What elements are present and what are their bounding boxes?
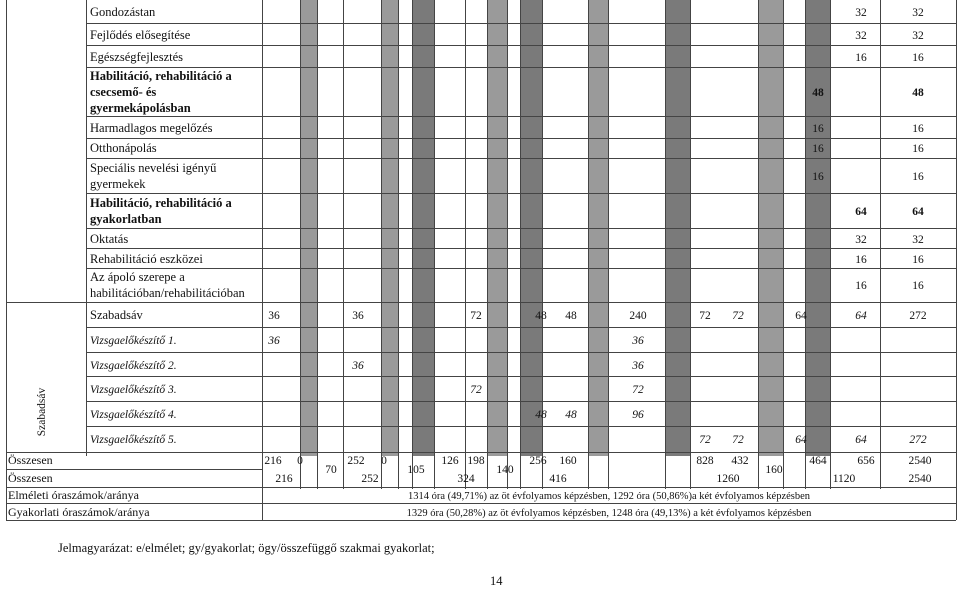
osszesen-value: 2540: [908, 473, 932, 485]
row-label: Oktatás: [90, 232, 129, 246]
vizsga-label: Vizsgaelőkészítő 4.: [90, 409, 177, 421]
szabadsav-value: 36: [352, 310, 364, 322]
row-value: 16: [855, 254, 867, 266]
osszesen-value: 416: [549, 473, 567, 485]
vizsga-value: 72: [699, 434, 711, 446]
row-label: Gondozástan: [90, 5, 156, 19]
vizsga-value: 48: [565, 409, 577, 421]
osszesen-merged: 105: [407, 464, 425, 476]
szabadsav-value: 272: [909, 310, 927, 322]
osszesen-value: 464: [809, 455, 827, 467]
row-value: 48: [812, 87, 824, 99]
row-label: Rehabilitáció eszközei: [90, 252, 203, 266]
szabadsav-value: 48: [535, 310, 547, 322]
osszesen-value: 0: [381, 455, 387, 467]
vizsga-value: 64: [795, 434, 807, 446]
vizsga-value: 64: [855, 434, 867, 446]
osszesen-value: 1260: [716, 473, 740, 485]
row-value: 16: [912, 254, 924, 266]
vizsga-value: 72: [470, 384, 482, 396]
row-value: 64: [912, 206, 924, 218]
row-value: 16: [812, 123, 824, 135]
osszesen-label: Összesen: [8, 453, 53, 467]
side-label: Szabadsáv: [36, 387, 48, 437]
row-value: 16: [812, 171, 824, 183]
vizsga-value: 36: [352, 360, 364, 372]
row-label: Egészségfejlesztés: [90, 50, 184, 64]
szabadsav-value: 64: [855, 310, 867, 322]
osszesen-value: 432: [731, 455, 749, 467]
szabadsav-value: 72: [470, 310, 482, 322]
szabadsav-value: 240: [629, 310, 647, 322]
osszesen-value: 1120: [832, 473, 856, 485]
osszesen-value: 324: [457, 473, 475, 485]
vizsga-label: Vizsgaelőkészítő 2.: [90, 360, 177, 372]
osszesen-merged: 160: [765, 464, 783, 476]
osszesen-value: 216: [264, 455, 282, 467]
row-label: Fejlődés elősegítése: [90, 28, 191, 42]
szabadsav-value: 64: [795, 310, 807, 322]
vizsga-value: 48: [535, 409, 547, 421]
szabadsav-value: 72: [732, 310, 744, 322]
row-value: 16: [855, 280, 867, 292]
osszesen-value: 828: [696, 455, 714, 467]
osszesen-value: 2540: [908, 455, 932, 467]
szabadsav-label: Szabadsáv: [90, 308, 143, 322]
row-label: Az ápoló szerepe a habilitációban/rehabilitációban: [90, 270, 245, 300]
row-value: 48: [912, 87, 924, 99]
osszesen-value: 198: [467, 455, 485, 467]
osszesen-merged: 70: [325, 464, 337, 476]
row-value: 16: [912, 171, 924, 183]
row-value: 64: [855, 206, 867, 218]
legend: Jelmagyarázat: e/elmélet; gy/gyakorlat; ögy/összefüggő szakmai gyakorlat;: [58, 541, 435, 555]
row-value: 32: [912, 234, 924, 246]
row-value: 32: [855, 7, 867, 19]
row-value: 16: [912, 52, 924, 64]
osszesen-value: 126: [441, 455, 459, 467]
gyakorlati-label: Gyakorlati óraszámok/aránya: [8, 505, 150, 519]
osszesen-value: 252: [361, 473, 379, 485]
vizsga-value: 36: [632, 335, 644, 347]
szabadsav-value: 48: [565, 310, 577, 322]
row-label: Habilitáció, rehabilitáció a gyakorlatban: [90, 196, 232, 226]
row-value: 16: [855, 52, 867, 64]
vizsga-value: 72: [632, 384, 644, 396]
row-label: Habilitáció, rehabilitáció a csecsemő- és gyermekápolásban: [90, 69, 232, 115]
osszesen-label: Összesen: [8, 471, 53, 485]
osszesen-value: 256: [529, 455, 547, 467]
row-value: 16: [912, 123, 924, 135]
osszesen-value: 0: [297, 455, 303, 467]
row-value: 32: [912, 7, 924, 19]
row-value: 32: [855, 234, 867, 246]
vizsga-label: Vizsgaelőkészítő 3.: [90, 384, 177, 396]
vizsga-value: 272: [909, 434, 927, 446]
row-label: Otthonápolás: [90, 141, 157, 155]
page-number: 14: [490, 574, 503, 588]
osszesen-value: 216: [275, 473, 293, 485]
row-value: 16: [912, 143, 924, 155]
osszesen-merged: 140: [496, 464, 514, 476]
row-value: 32: [855, 30, 867, 42]
vizsga-label: Vizsgaelőkészítő 1.: [90, 335, 177, 347]
elmeleti-label: Elméleti óraszámok/aránya: [8, 488, 139, 502]
row-label: Harmadlagos megelőzés: [90, 121, 213, 135]
elmeleti-text: 1314 óra (49,71%) az öt évfolyamos képzésben, 1292 óra (50,86%)a két évfolyamos képzésben: [407, 491, 811, 502]
osszesen-value: 160: [559, 455, 577, 467]
vizsga-value: 36: [268, 335, 280, 347]
row-label: Speciális nevelési igényű gyermekek: [90, 161, 217, 191]
szabadsav-value: 36: [268, 310, 280, 322]
gyakorlati-text: 1329 óra (50,28%) az öt évfolyamos képzésben, 1248 óra (49,13%) a két évfolyamos képzésben: [406, 508, 812, 519]
vizsga-label: Vizsgaelőkészítő 5.: [90, 434, 177, 446]
row-value: 16: [812, 143, 824, 155]
row-value: 32: [912, 30, 924, 42]
vizsga-value: 96: [632, 409, 644, 421]
szabadsav-value: 72: [699, 310, 711, 322]
vizsga-value: 72: [732, 434, 744, 446]
osszesen-value: 656: [857, 455, 875, 467]
osszesen-value: 252: [347, 455, 365, 467]
vizsga-value: 36: [632, 360, 644, 372]
row-value: 16: [912, 280, 924, 292]
